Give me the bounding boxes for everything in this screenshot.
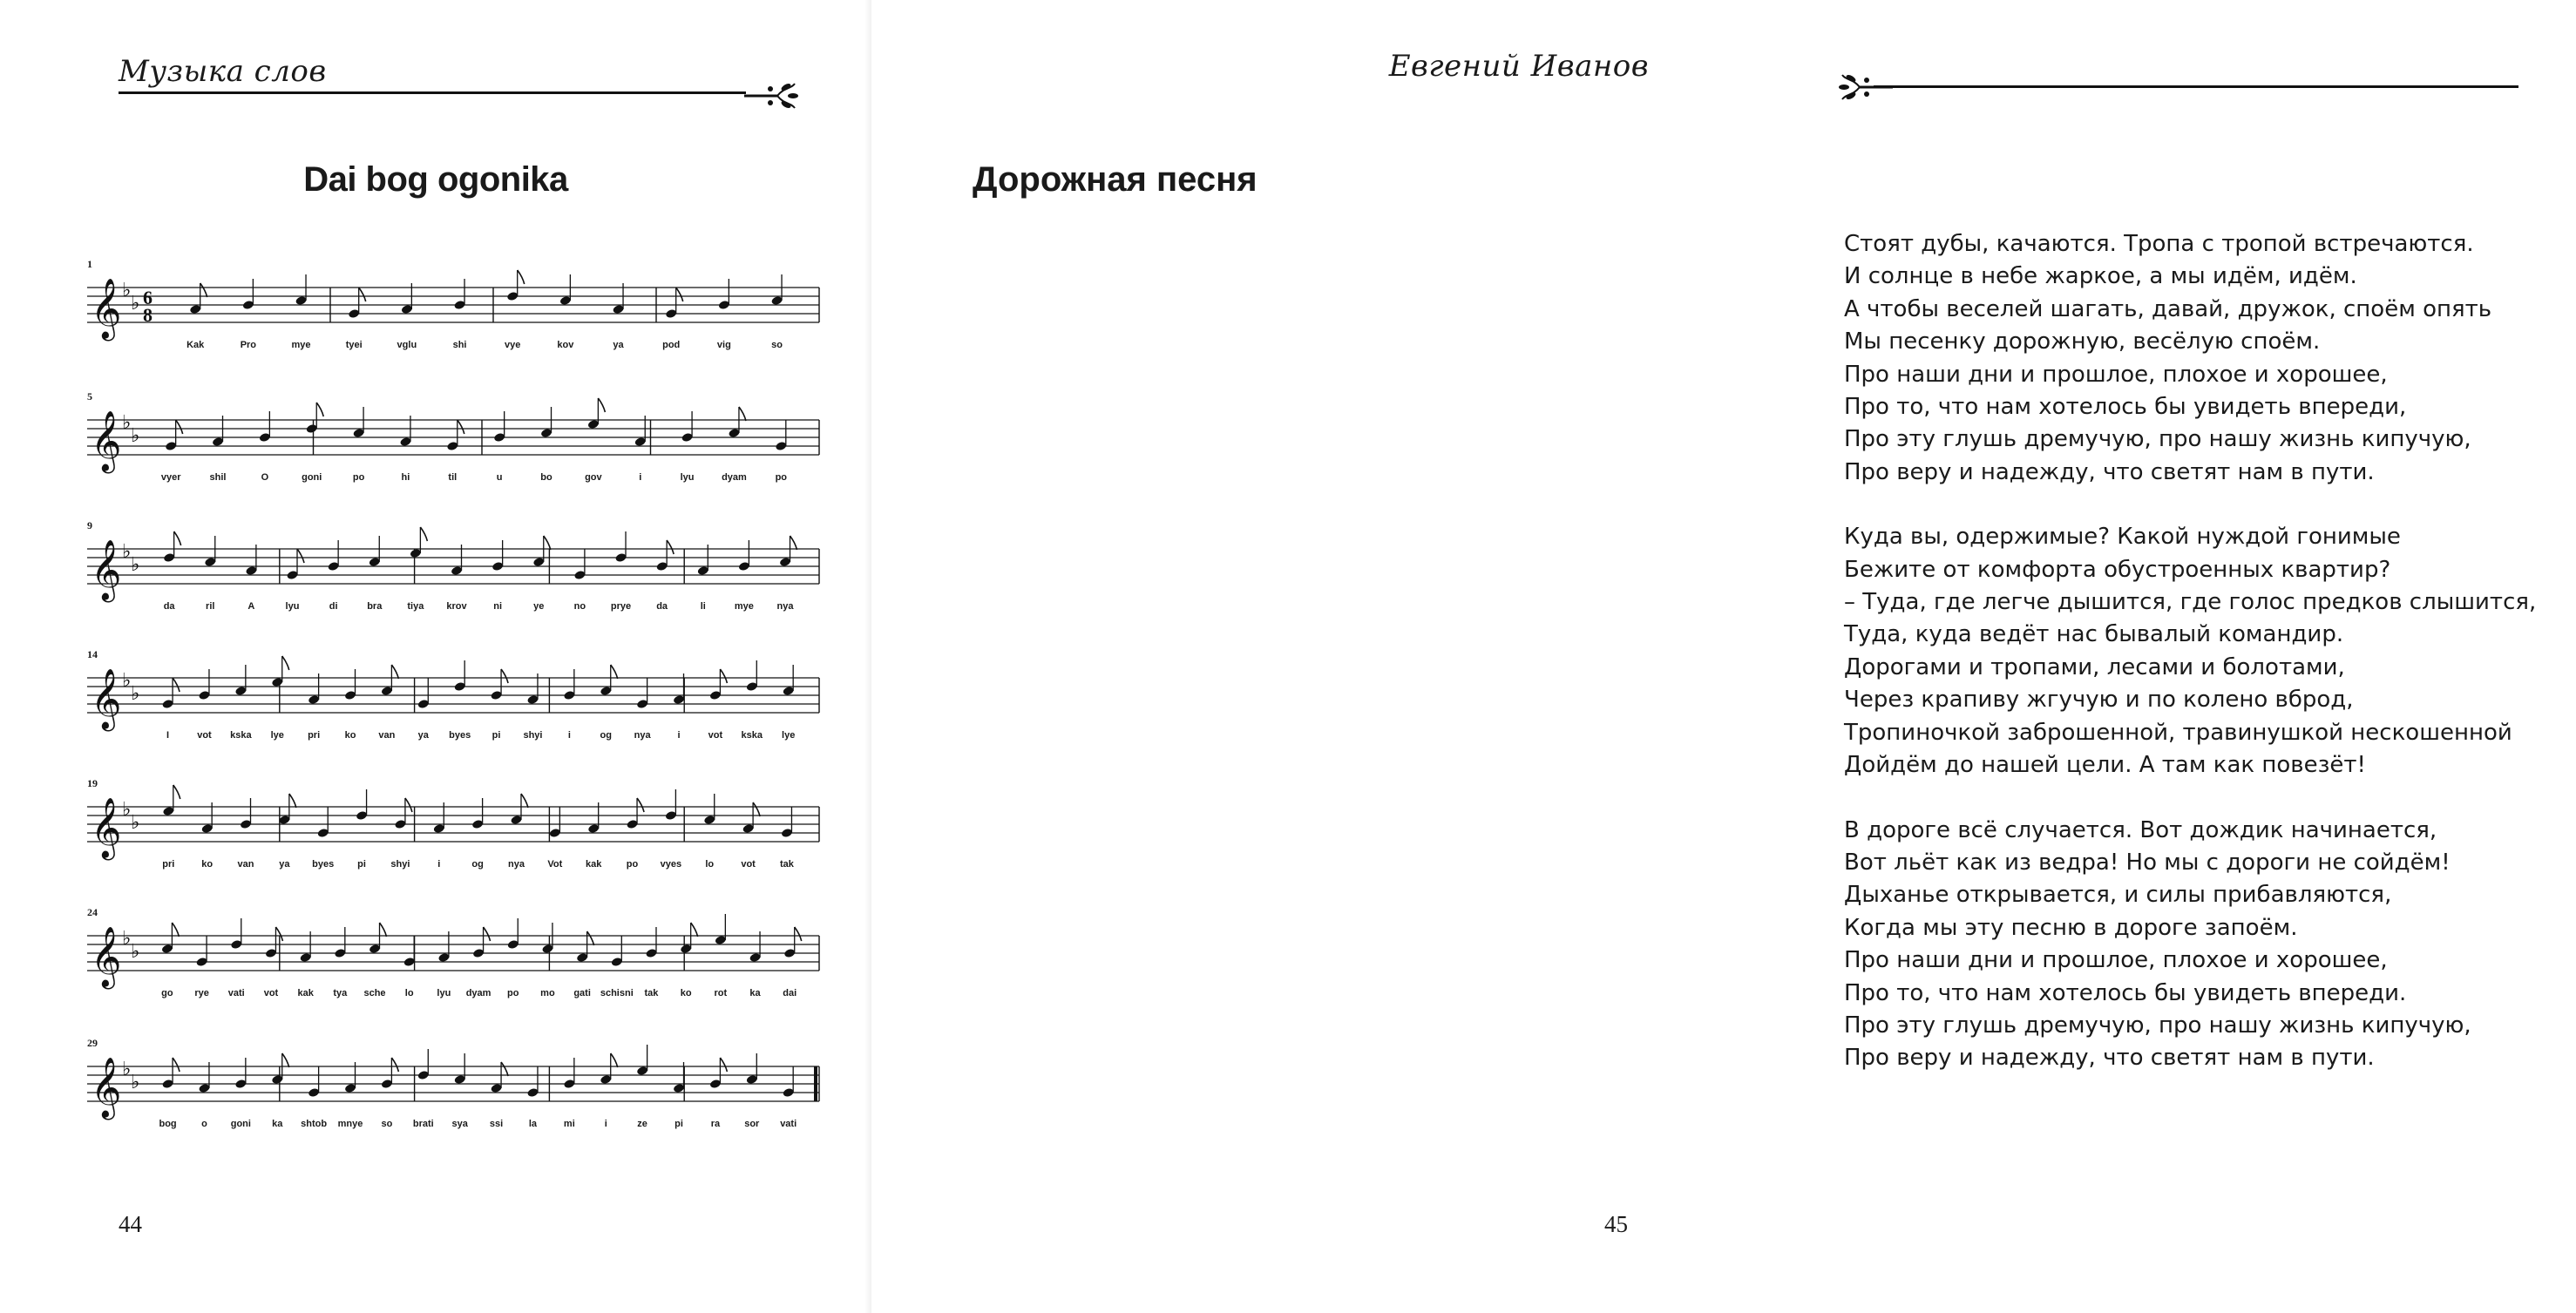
flat-icon: ♭ [131, 293, 140, 315]
lyric-syllable: la [528, 1119, 538, 1129]
note-flag [720, 1058, 727, 1072]
lyric-syllable: Kak [186, 340, 205, 350]
lyric-syllable: nya [776, 601, 794, 612]
lyric-syllable: no [573, 601, 586, 612]
lyric-syllable: vyes [660, 859, 682, 870]
note-flag [458, 420, 464, 434]
lyric-syllable: lyu [680, 472, 695, 483]
note-flag [501, 1062, 508, 1076]
lyric-syllable: ya [417, 730, 429, 741]
lyric-syllable: pri [162, 859, 175, 870]
poem-line: В дороге всё случается. Вот дождик начинается, [1844, 816, 2437, 843]
lyric-syllable: tya [333, 988, 348, 998]
treble-clef-icon: 𝄞 [91, 926, 122, 987]
note-flag [297, 549, 304, 563]
note-flag [200, 283, 207, 297]
lyric-syllable: so [381, 1119, 393, 1129]
lyric-syllable: vot [741, 859, 756, 870]
note-flag [484, 927, 491, 941]
poem-line: Дорогами и тропами, лесами и болотами, [1844, 653, 2345, 680]
lyric-syllable: vot [263, 988, 279, 998]
flat-icon: ♭ [131, 683, 140, 705]
lyric-syllable: ko [201, 859, 214, 870]
note-flag [637, 798, 644, 812]
lyric-syllable: goni [302, 472, 322, 483]
poem-line: Про то, что нам хотелось бы увидеть впереди, [1844, 394, 2407, 421]
music-system [80, 258, 821, 371]
poem-line: Мы песенку дорожную, весёлую споём. [1844, 328, 2321, 355]
treble-clef-icon: 𝄞 [91, 797, 122, 858]
staff [80, 906, 837, 993]
note-flag [172, 923, 179, 937]
lyric-syllable: sor [744, 1119, 760, 1129]
lyric-syllable: po [626, 859, 639, 870]
note-flag [739, 407, 746, 421]
music-system [80, 777, 821, 890]
lyric-syllable: byes [312, 859, 335, 870]
running-head-right: Евгений Иванов [1388, 49, 1649, 84]
lyric-syllable: I [166, 730, 170, 741]
stanza [1844, 228, 2576, 489]
lyric-syllable: O [261, 472, 269, 483]
poem-line: Куда вы, одержимые? Какой нуждой гонимые [1844, 524, 2401, 551]
lyric-syllable: Pro [240, 340, 257, 350]
note-flag [720, 669, 727, 683]
lyric-syllable: bra [367, 601, 383, 612]
lyric-syllable: hi [401, 472, 410, 483]
flat-icon: ♭ [131, 554, 140, 576]
music-system [80, 906, 821, 1019]
flat-icon: ♭ [131, 1072, 140, 1093]
lyric-syllable: rot [714, 988, 728, 998]
lyric-syllable: i [639, 472, 642, 483]
staff [80, 648, 837, 735]
poem-line: Через крапиву жгучую и по колено вброд, [1844, 687, 2354, 714]
lyric-syllable: mnye [337, 1119, 363, 1129]
note-flag [359, 288, 366, 301]
lyric-syllable: o [201, 1119, 207, 1129]
staff [80, 258, 837, 345]
lyric-syllable: og [600, 730, 612, 741]
note-flag [380, 923, 387, 937]
poem-line: Про эту глушь дремучую, про нашу жизнь кипучую, [1844, 426, 2471, 453]
lyric-syllable: mi [563, 1119, 575, 1129]
staff [80, 777, 837, 864]
lyric-syllable: sya [451, 1119, 468, 1129]
lyric-syllable: ka [749, 988, 761, 998]
lyric-syllable: i [437, 859, 441, 870]
staff [80, 390, 837, 477]
treble-clef-icon: 𝄞 [91, 668, 122, 729]
lyric-syllable: gati [573, 988, 591, 998]
lyric-syllable: li [700, 601, 706, 612]
lyric-syllable: bog [159, 1119, 177, 1129]
lyric-syllable: lo [705, 859, 715, 870]
note-flag [518, 270, 525, 284]
lyric-syllable: ra [710, 1119, 721, 1129]
note-flag [790, 536, 797, 550]
stanza [1844, 521, 2576, 782]
flat-icon: ♭ [122, 799, 132, 821]
lyric-syllable: pi [357, 859, 366, 870]
lyric-syllable: shyi [523, 730, 543, 741]
lyric-syllable: mye [291, 340, 311, 350]
note-flag [282, 656, 289, 670]
note-flag [611, 1053, 618, 1067]
note-flag [667, 540, 674, 554]
lyric-syllable: pri [308, 730, 321, 741]
lyric-syllable: vglu [397, 340, 417, 350]
poem-line: Туда, куда ведёт нас бывалый командир. [1844, 621, 2344, 648]
lyric-syllable: nya [507, 859, 525, 870]
note-flag [173, 678, 180, 692]
header-rule-right [1874, 85, 2518, 88]
lyric-syllable: pi [675, 1119, 683, 1129]
poem-line: Тропиночкой заброшенной, травинушкой нескошенной [1844, 719, 2512, 746]
measure-number: 19 [87, 777, 98, 789]
poem-line: Когда мы эту песню в дороге запоём. [1844, 914, 2298, 941]
lyric-syllable: po [775, 472, 788, 483]
poem-line: – Туда, где легче дышится, где голос предков слышится, [1844, 589, 2537, 616]
note-flag [501, 669, 508, 683]
lyric-syllable: van [237, 859, 254, 870]
note-flag [598, 398, 605, 412]
lyric-syllable: ya [279, 859, 290, 870]
flat-icon: ♭ [131, 812, 140, 834]
lyric-syllable: shtob [301, 1119, 328, 1129]
lyric-syllable: mye [734, 601, 754, 612]
lyric-syllable: A [247, 601, 255, 612]
page-number-right: 45 [1604, 1211, 1628, 1237]
lyric-syllable: bo [540, 472, 552, 483]
measure-number: 1 [87, 258, 92, 270]
note-flag [587, 931, 594, 945]
lyric-syllable: mo [540, 988, 555, 998]
lyric-syllable: tak [779, 859, 794, 870]
lyric-syllable: prye [610, 601, 632, 612]
note-flag [420, 527, 427, 541]
header-rule-left [119, 91, 746, 94]
lyric-syllable: krov [446, 601, 467, 612]
lyric-syllable: i [567, 730, 571, 741]
lyric-syllable: u [496, 472, 503, 483]
lyric-syllable: nya [634, 730, 651, 741]
poem-line: Вот льёт как из ведра! Но мы с дороги не сойдём! [1844, 849, 2451, 876]
measure-number: 24 [87, 906, 98, 918]
lyric-syllable: vati [227, 988, 245, 998]
note-flag [176, 420, 183, 434]
lyric-syllable: sche [363, 988, 386, 998]
note-flag [173, 785, 180, 799]
lyric-syllable: dai [783, 988, 797, 998]
song-title: Dai bog ogonika [303, 160, 568, 199]
poem-line: Дыханье открывается, и силы прибавляются, [1844, 882, 2392, 909]
measure-number: 29 [87, 1037, 98, 1049]
poem-title: Дорожная песня [973, 160, 1257, 199]
lyric-syllable: lyu [437, 988, 451, 998]
note-flag [753, 802, 760, 816]
lyric-syllable: lyu [285, 601, 300, 612]
note-flag [316, 403, 323, 416]
lyric-syllable: tyei [345, 340, 363, 350]
lyric-syllable: rye [194, 988, 209, 998]
lyric-syllable: shi [452, 340, 467, 350]
lyric-syllable: kska [230, 730, 252, 741]
lyric-syllable: kak [586, 859, 602, 870]
lyric-syllable: ssi [489, 1119, 504, 1129]
page-number-left: 44 [119, 1211, 142, 1237]
poem-line: И солнце в небе жаркое, а мы идём, идём. [1844, 263, 2357, 290]
lyric-syllable: vyer [160, 472, 181, 483]
lyric-syllable: vye [505, 340, 521, 350]
poem-line: Про наши дни и прошлое, плохое и хорошее, [1844, 361, 2388, 388]
note-flag [289, 794, 296, 808]
music-system [80, 390, 821, 504]
flat-icon: ♭ [122, 541, 132, 563]
lyric-syllable: tiya [407, 601, 424, 612]
lyric-syllable: lye [782, 730, 796, 741]
poem-line: Бежите от комфорта обустроенных квартир? [1844, 556, 2391, 583]
lyric-syllable: vot [708, 730, 723, 741]
lyric-syllable: schisni [600, 988, 634, 998]
lyric-syllable: til [448, 472, 458, 483]
note-flag [521, 794, 528, 808]
lyric-syllable: brati [412, 1119, 434, 1129]
poem-line: Про веру и надежду, что светят нам в пути. [1844, 458, 2375, 485]
note-flag [173, 1058, 180, 1072]
flat-icon: ♭ [131, 425, 140, 447]
lyric-syllable: kak [297, 988, 314, 998]
flat-icon: ♭ [131, 941, 140, 963]
running-head-left: Музыка слов [119, 54, 327, 89]
lyric-syllable: po [507, 988, 519, 998]
lyric-syllable: pi [491, 730, 501, 741]
poem-line: Про веру и надежду, что светят нам в пути. [1844, 1045, 2375, 1072]
lyric-syllable: vati [780, 1119, 797, 1129]
lyric-syllable: i [604, 1119, 607, 1129]
lyric-syllable: ya [613, 340, 624, 350]
staff [80, 1037, 837, 1124]
lyric-syllable: goni [230, 1119, 251, 1129]
flat-icon: ♭ [122, 280, 132, 301]
measure-number: 5 [87, 390, 92, 403]
poem-text [1844, 228, 2576, 1107]
poem-line: А чтобы веселей шагать, давай, дружок, споём опять [1844, 295, 2492, 322]
poem-line: Про эту глушь дремучую, про нашу жизнь кипучую, [1844, 1012, 2471, 1039]
lyric-syllable: vig [716, 340, 731, 350]
lyric-syllable: lye [270, 730, 284, 741]
flat-icon: ♭ [122, 412, 132, 434]
lyric-syllable: og [471, 859, 484, 870]
note-flag [611, 665, 618, 679]
left-page [0, 0, 871, 1313]
time-signature: 8 [143, 304, 153, 326]
time-signature: 6 [143, 287, 153, 308]
note-flag [391, 665, 398, 679]
lyric-syllable: po [352, 472, 365, 483]
lyric-syllable: pod [662, 340, 681, 350]
lyric-syllable: byes [449, 730, 471, 741]
sprig-ornament-icon [1839, 70, 1895, 105]
lyric-syllable: tak [644, 988, 659, 998]
lyric-syllable: di [329, 601, 338, 612]
lyric-syllable: ye [533, 601, 545, 612]
flat-icon: ♭ [122, 928, 132, 950]
note-flag [174, 531, 181, 545]
measure-number: 14 [87, 648, 98, 660]
note-flag [691, 923, 698, 937]
lyric-syllable: Vot [547, 859, 563, 870]
music-system [80, 1037, 821, 1150]
lyric-syllable: dyam [465, 988, 491, 998]
note-flag [391, 1058, 398, 1072]
lyric-syllable: ko [680, 988, 692, 998]
treble-clef-icon: 𝄞 [91, 410, 122, 471]
lyric-syllable: da [656, 601, 668, 612]
lyric-syllable: kska [741, 730, 763, 741]
lyric-syllable: ko [344, 730, 356, 741]
note-flag [676, 288, 683, 301]
note-flag [795, 927, 802, 941]
lyric-syllable: da [163, 601, 175, 612]
poem-line: Про то, что нам хотелось бы увидеть впереди. [1844, 979, 2407, 1006]
lyric-syllable: ni [493, 601, 503, 612]
poem-line: Дойдём до нашей цели. А там как повезёт! [1844, 752, 2366, 779]
note-flag [405, 798, 412, 812]
flat-icon: ♭ [122, 1059, 132, 1080]
lyric-syllable: ze [637, 1119, 647, 1129]
music-system [80, 648, 821, 761]
lyric-syllable: so [771, 340, 783, 350]
stanza [1844, 815, 2576, 1075]
measure-number: 9 [87, 519, 92, 531]
sprig-ornament-icon [742, 78, 798, 113]
lyric-syllable: shil [209, 472, 227, 483]
lyric-syllable: lo [404, 988, 414, 998]
note-flag [544, 536, 551, 550]
poem-line: Стоят дубы, качаются. Тропа с тропой встречаются. [1844, 231, 2474, 257]
lyric-syllable: go [161, 988, 173, 998]
staff [80, 519, 837, 606]
lyric-syllable: ril [206, 601, 215, 612]
lyric-syllable: kov [557, 340, 574, 350]
lyric-syllable: dyam [722, 472, 747, 483]
lyric-syllable: shyi [390, 859, 410, 870]
poem-line: Про наши дни и прошлое, плохое и хорошее, [1844, 947, 2388, 974]
lyric-syllable: van [378, 730, 396, 741]
right-page [871, 0, 2537, 1313]
lyric-syllable: vot [197, 730, 212, 741]
treble-clef-icon: 𝄞 [91, 278, 122, 339]
treble-clef-icon: 𝄞 [91, 1057, 122, 1118]
note-flag [282, 1053, 289, 1067]
music-system [80, 519, 821, 633]
flat-icon: ♭ [122, 670, 132, 692]
treble-clef-icon: 𝄞 [91, 539, 122, 600]
lyric-syllable: gov [585, 472, 602, 483]
lyric-syllable: i [677, 730, 681, 741]
lyric-syllable: ka [272, 1119, 283, 1129]
